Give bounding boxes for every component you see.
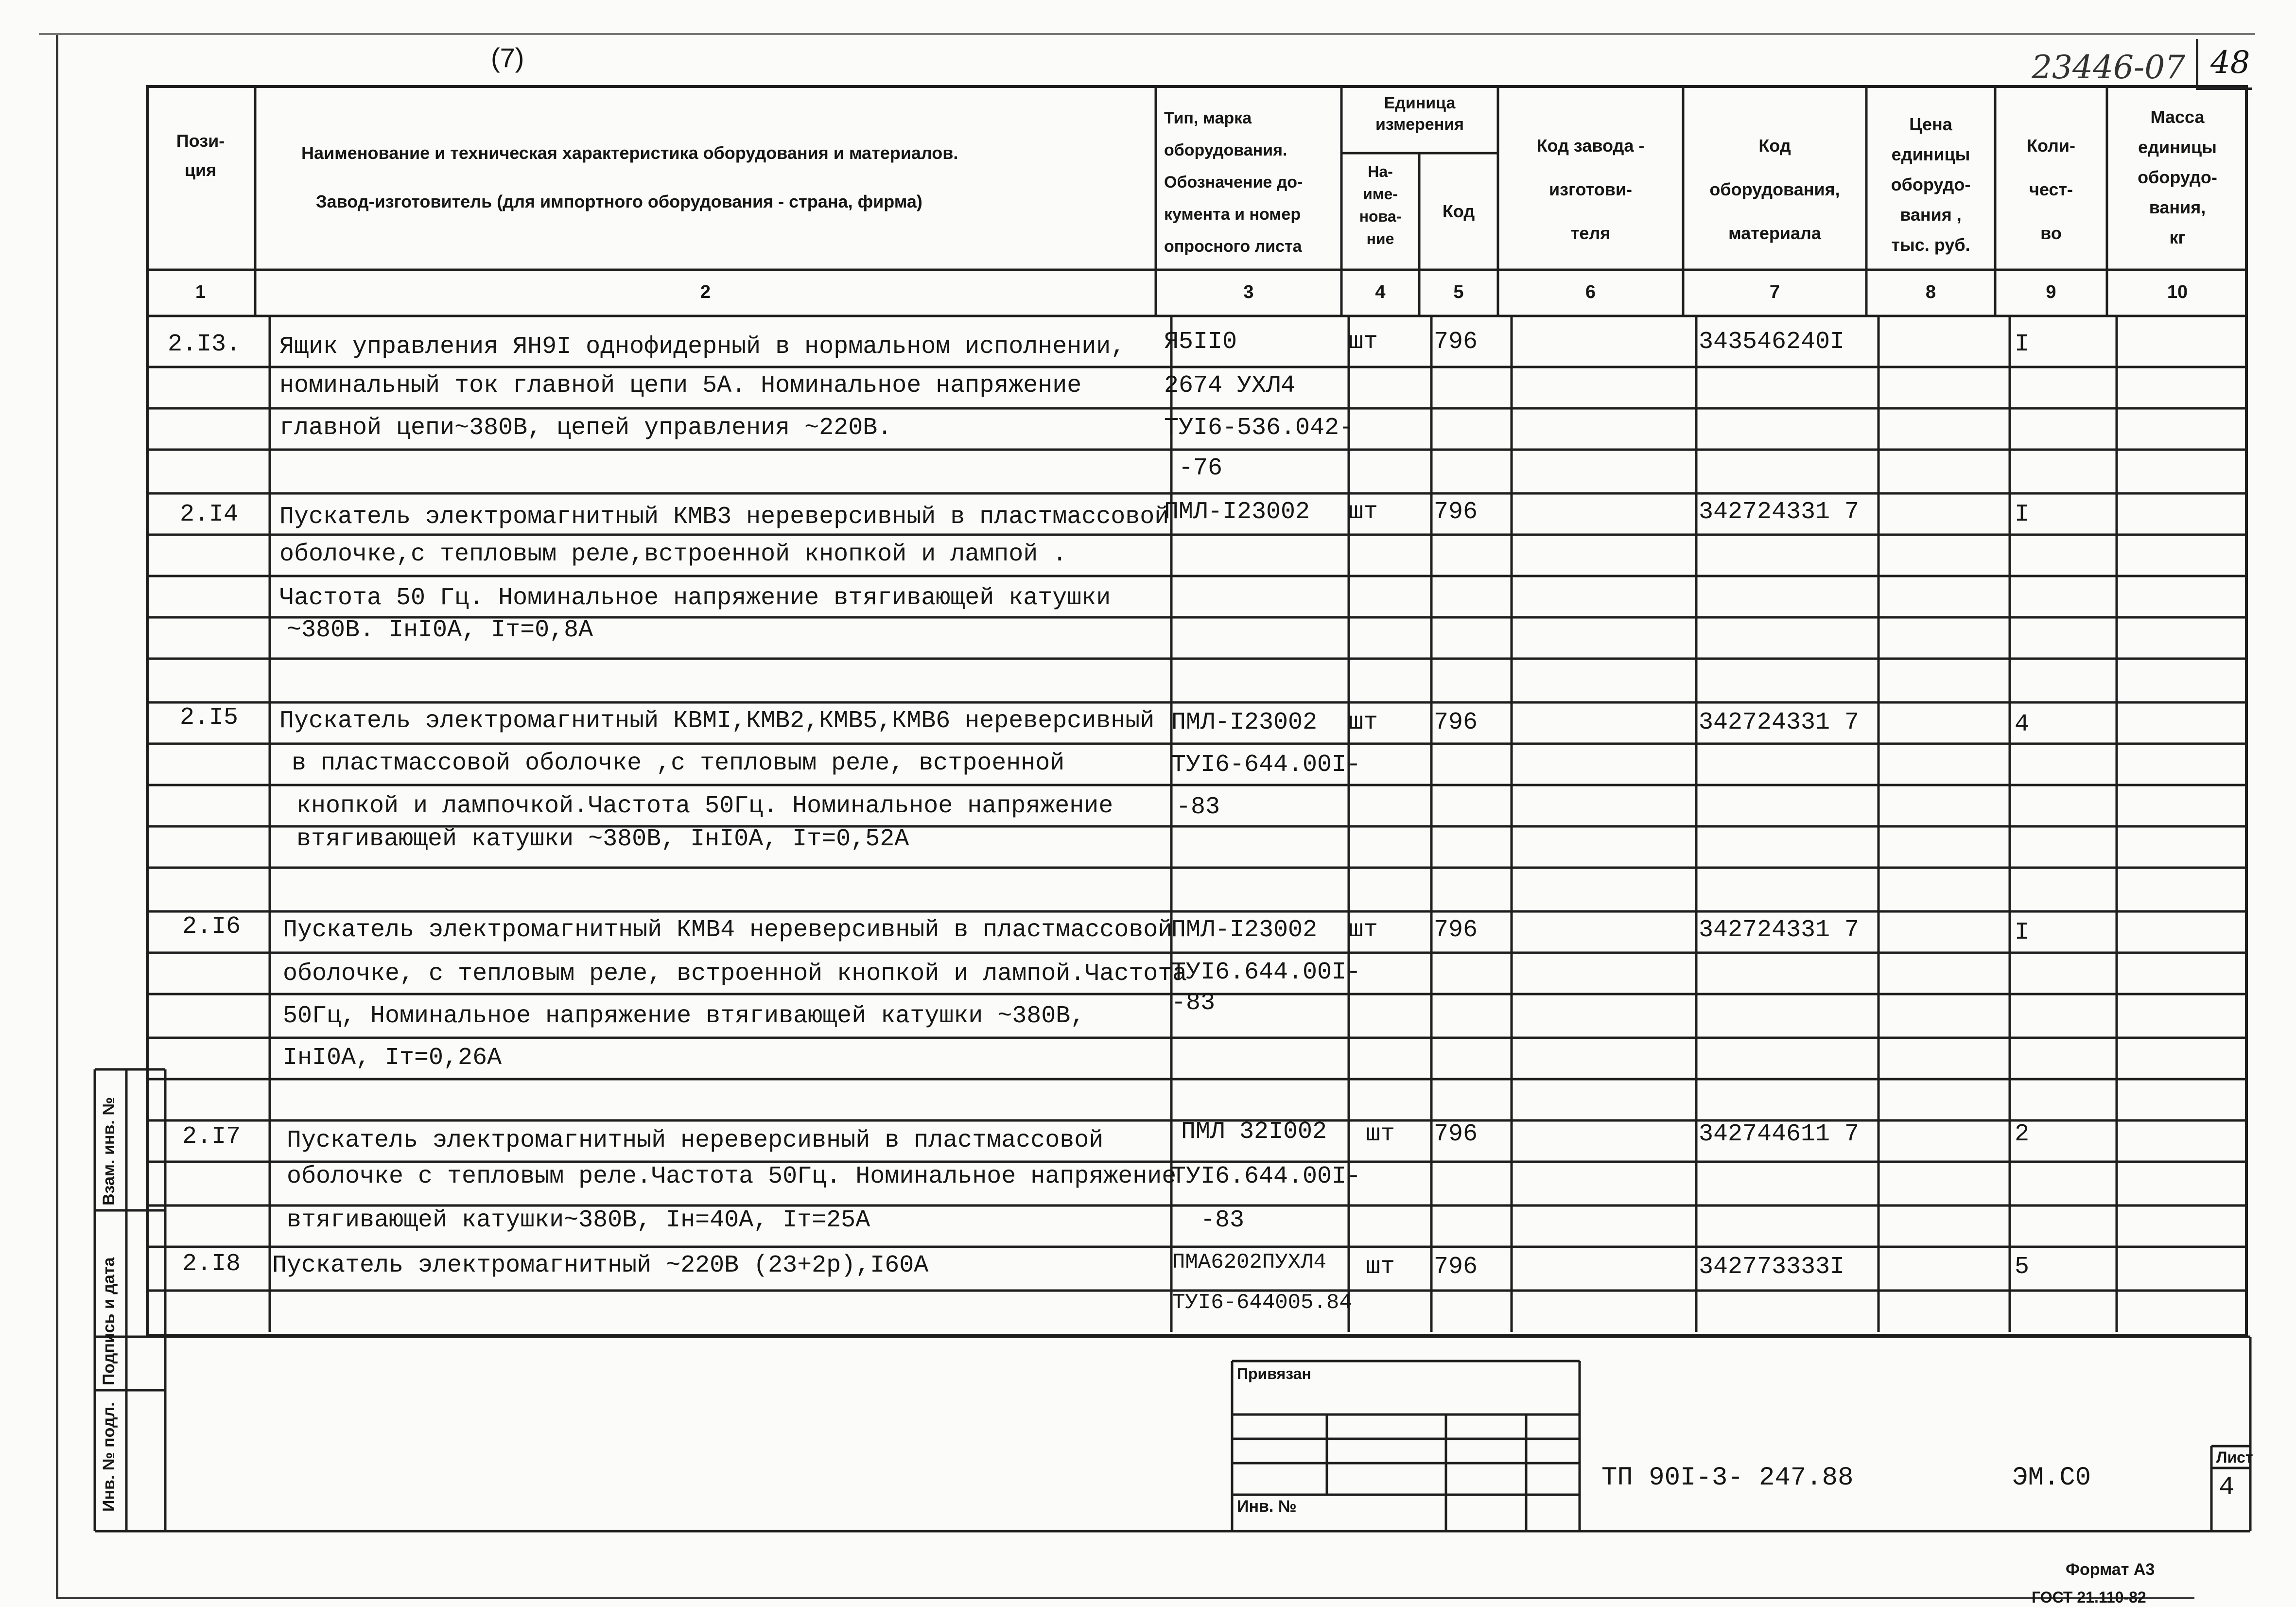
row-2-15-type-3: -83 <box>1176 793 1220 821</box>
footer-gost: ГОСТ 21.110-82 <box>2032 1589 2146 1606</box>
row-2-13-desc-1: Ящик управления ЯН9I однофидерный в нормальном исполнении, <box>279 333 1126 361</box>
row-2-14-qty: I <box>2015 501 2030 528</box>
col-num-4: 4 <box>1375 282 1386 302</box>
row-2-17-qty: 2 <box>2015 1120 2030 1148</box>
row-2-16-desc-3: 50Гц, Номинальное напряжение втягивающей катушки ~380В, <box>283 1002 1085 1030</box>
row-2-15-desc-4: втягивающей катушки ~380В, IнI0А, Iт=0,52А <box>296 825 909 853</box>
row-2-18-type-1: ПМА6202ПУХЛ4 <box>1172 1250 1326 1275</box>
col-num-2: 2 <box>700 282 711 302</box>
row-2-17-unit: шт <box>1366 1120 1395 1148</box>
row-2-15-unit-code: 796 <box>1434 709 1478 736</box>
footer-format: Формат А3 <box>2066 1560 2155 1579</box>
row-2-13-desc-2: номинальный ток главной цепи 5А. Номинальное напряжение <box>279 372 1082 400</box>
row-2-14-desc-4: ~380В. IнI0А, Iт=0,8А <box>287 616 593 644</box>
stamp-privyazan: Привязан <box>1237 1365 1311 1382</box>
col-header-1: Пози- ция <box>176 131 225 180</box>
col-header-5: Код <box>1442 201 1475 221</box>
row-2-13-qty: I <box>2015 331 2030 358</box>
col-header-10: Масса единицы оборудо- вания, кг <box>2138 107 2217 247</box>
row-2-13-type-4: -76 <box>1179 454 1223 482</box>
archive-number: 23446-07 <box>2032 49 2186 86</box>
row-2-15-desc-1: Пускатель электромагнитный КВМI,КМВ2,КМВ5,КМВ6 нереверсивный <box>279 707 1155 735</box>
side-label-podpis: Подпись и дата <box>100 1257 118 1385</box>
row-2-13-unit-code: 796 <box>1434 328 1478 356</box>
col-header-6: Код завода - изготови- теля <box>1536 136 1645 243</box>
row-2-16-desc-4: IнI0А, Iт=0,26А <box>283 1044 502 1072</box>
row-2-15-pos: 2.I5 <box>180 704 239 732</box>
row-2-18-qty: 5 <box>2015 1253 2030 1281</box>
row-2-16-type-2: ТУI6.644.00I- <box>1171 959 1361 986</box>
row-2-14-desc-3: Частота 50 Гц. Номинальное напряжение втягивающей катушки <box>279 584 1111 612</box>
row-2-13-desc-3: главной цепи~380В, цепей управления ~220В. <box>279 414 892 442</box>
col-num-7: 7 <box>1769 282 1780 302</box>
doc-code: ТП 90I-3- 247.88 <box>1601 1463 1854 1493</box>
col-header-4: На- име- нова- ние <box>1359 163 1402 247</box>
row-2-18-pos: 2.I8 <box>182 1250 241 1278</box>
row-2-13-type-3: ТУI6-536.042- <box>1164 414 1354 442</box>
col-header-7: Код оборудования, материала <box>1709 136 1840 243</box>
col-num-6: 6 <box>1585 282 1596 302</box>
row-2-16-unit-code: 796 <box>1434 916 1478 944</box>
col-num-8: 8 <box>1925 282 1936 302</box>
row-2-17-desc-3: втягивающей катушки~380В, Iн=40А, Iт=25А <box>287 1206 870 1234</box>
row-2-16-unit: шт <box>1349 916 1378 944</box>
sheet-number: 4 <box>2219 1473 2235 1502</box>
row-2-17-type-3: -83 <box>1200 1206 1245 1234</box>
row-2-14-equip-code: 342724331 7 <box>1699 498 1860 526</box>
row-2-18-type-2: ТУI6-644005.84 <box>1172 1291 1352 1315</box>
sheet-label: Лист <box>2216 1449 2253 1466</box>
side-label-vzam: Взам. инв. № <box>100 1097 118 1205</box>
row-2-15-qty: 4 <box>2015 711 2030 738</box>
row-2-18-desc-1: Пускатель электромагнитный ~220В (23+2р),I60А <box>272 1252 929 1279</box>
row-2-14-desc-2: оболочке,с тепловым реле,встроенной кнопкой и лампой . <box>279 541 1067 568</box>
doc-section: ЭМ.С0 <box>2012 1463 2091 1493</box>
stamp-inv-no: Инв. № <box>1237 1497 1297 1516</box>
row-2-14-unit: шт <box>1349 498 1378 526</box>
row-2-17-type-1: ПМЛ 32I002 <box>1181 1118 1327 1146</box>
row-2-13-pos: 2.I3. <box>168 331 241 358</box>
row-2-15-unit: шт <box>1349 709 1378 736</box>
side-label-inv-podl: Инв. № подл. <box>100 1402 118 1512</box>
row-2-13-unit: шт <box>1349 328 1378 356</box>
col-num-10: 10 <box>2167 282 2188 302</box>
row-2-13-type-2: 2674 УХЛ4 <box>1164 372 1296 400</box>
row-2-16-type-1: ПМЛ-I23002 <box>1171 916 1318 944</box>
row-2-16-type-3: -83 <box>1171 989 1216 1017</box>
row-2-16-desc-1: Пускатель электромагнитный КМВ4 нереверсивный в пластмассовой <box>283 916 1173 944</box>
sheet-corner-number: 48 <box>2210 45 2250 81</box>
row-2-18-equip-code: 342773333I <box>1699 1253 1845 1281</box>
row-2-17-desc-2: оболочке с тепловым реле.Частота 50Гц. Номинальное напряжение <box>287 1163 1177 1190</box>
row-2-15-type-1: ПМЛ-I23002 <box>1171 709 1318 736</box>
col-header-8: Цена единицы оборудо- вания , тыс. руб. <box>1891 114 1971 255</box>
row-2-15-type-2: ТУI6-644.00I- <box>1171 751 1361 779</box>
row-2-18-unit-code: 796 <box>1434 1253 1478 1281</box>
col-header-2: Наименование и техническая характеристика оборудования и материалов. Завод-изготовитель (для импортного оборудования - страна, фирма) <box>301 143 958 211</box>
row-2-16-desc-2: оболочке, с тепловым реле, встроенной кнопкой и лампой.Частота <box>283 960 1187 988</box>
row-2-17-unit-code: 796 <box>1434 1120 1478 1148</box>
row-2-16-equip-code: 342724331 7 <box>1699 916 1860 944</box>
row-2-13-equip-code: 343546240I <box>1699 328 1845 356</box>
unit-group-title: Единица измерения <box>1375 94 1464 134</box>
page-mark: (7) <box>491 42 524 73</box>
row-2-16-pos: 2.I6 <box>182 913 241 941</box>
col-num-3: 3 <box>1243 282 1254 302</box>
col-header-3: Тип, марка оборудования. Обозначение до- кумента и номер опросного листа <box>1164 109 1303 256</box>
row-2-14-pos: 2.I4 <box>180 501 239 528</box>
row-2-14-unit-code: 796 <box>1434 498 1478 526</box>
row-2-17-desc-1: Пускатель электромагнитный нереверсивный в пластмассовой <box>287 1127 1104 1154</box>
col-num-1: 1 <box>195 282 206 302</box>
col-header-9: Коли- чест- во <box>2026 136 2076 243</box>
row-2-14-type-1: ПМЛ-I23002 <box>1164 498 1310 526</box>
col-num-9: 9 <box>2046 282 2056 302</box>
row-2-15-desc-2: в пластмассовой оболочке ,с тепловым реле, встроенной <box>292 750 1065 777</box>
row-2-17-equip-code: 342744611 7 <box>1699 1120 1860 1148</box>
row-2-17-type-2: ТУI6.644.00I- <box>1171 1163 1361 1190</box>
row-2-15-desc-3: кнопкой и лампочкой.Частота 50Гц. Номинальное напряжение <box>296 792 1113 820</box>
row-2-13-type-1: Я5II0 <box>1164 328 1237 356</box>
row-2-16-qty: I <box>2015 919 2030 946</box>
col-num-5: 5 <box>1453 282 1464 302</box>
row-2-17-pos: 2.I7 <box>182 1123 241 1151</box>
row-2-14-desc-1: Пускатель электромагнитный КМВ3 нереверсивный в пластмассовой <box>279 503 1169 531</box>
row-2-18-unit: шт <box>1366 1253 1395 1281</box>
row-2-15-equip-code: 342724331 7 <box>1699 709 1860 736</box>
